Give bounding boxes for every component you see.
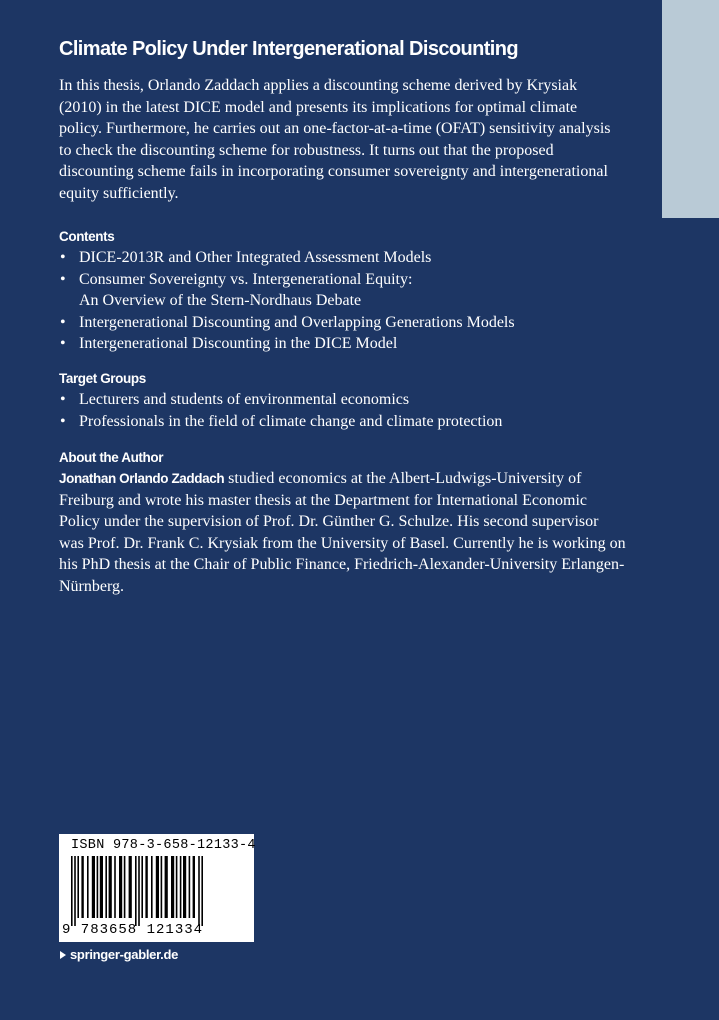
barcode-bar: [87, 856, 89, 918]
barcode-bar: [141, 856, 143, 918]
target-groups-list: [59, 389, 629, 432]
barcode-bar: [156, 856, 159, 918]
bullet-icon: •: [60, 335, 66, 353]
side-color-tab: [662, 0, 719, 218]
bullet-icon: •: [60, 391, 66, 408]
list-item: [59, 389, 629, 411]
author-bio: [59, 468, 627, 598]
barcode-bar: [145, 856, 147, 918]
author-name: Jonathan Orlando Zaddach: [59, 471, 225, 486]
barcode-bar: [171, 856, 174, 918]
barcode-bar: [74, 856, 76, 926]
barcode-bar: [71, 856, 73, 926]
barcode-bar: [161, 856, 163, 918]
barcode-bar: [193, 856, 195, 918]
barcode-bar: [119, 856, 122, 918]
author-bio-text: studied economics at the Albert-Ludwigs-University of Freiburg and wrote his master thesis at the Department for International Economic Policy under the supervision of Prof. Dr. Günther G. Schulze. His second supervisor was Prof. Dr. Frank C. Krysiak from the University of Basel. Currently he is working on his PhD thesis at the Chair of Public Finance, Friedrich-Alexander-University Erlangen-Nürnberg.: [59, 470, 626, 595]
barcode-bar: [151, 856, 153, 918]
list-item: [59, 269, 629, 312]
abstract-text: In this thesis, Orlando Zaddach applies a discounting scheme derived by Krysiak (2010) in the latest DICE model and presents its implications for optimal climate policy. Furthermore, he carries out an one-factor-at-a-time (OFAT) sensitivity analysis to check the discounting scheme for robustness. It turns out that the proposed discounting scheme fails in incorporating consumer sovereignty and intergenerational equity sufficiently.: [59, 77, 611, 202]
list-item: [59, 333, 629, 355]
publisher-url: springer-gabler.de: [70, 947, 179, 962]
barcode-bar: [97, 856, 99, 918]
barcode-bar: [201, 856, 203, 926]
barcode-bar: [109, 856, 112, 918]
contents-heading: Contents: [59, 229, 115, 244]
barcode-bar: [114, 856, 116, 918]
contents-item: DICE-2013R and Other Integrated Assessment Models: [79, 249, 432, 266]
target-group-item: Professionals in the field of climate change and climate protection: [79, 412, 503, 430]
barcode-bar: [81, 856, 83, 918]
barcode-bar: [189, 856, 191, 918]
isbn-label: ISBN 978-3-658-12133-4: [71, 838, 256, 853]
barcode-bar: [180, 856, 182, 918]
publisher-link[interactable]: [60, 946, 178, 964]
barcode-bar: [124, 856, 126, 918]
contents-item: Intergenerational Discounting in the DICE Model: [79, 335, 398, 353]
barcode-bar: [77, 856, 79, 918]
bullet-icon: •: [60, 313, 66, 331]
target-groups-heading: Target Groups: [59, 371, 146, 386]
list-item: [59, 411, 629, 433]
barcode-bar: [135, 856, 137, 926]
barcode-bar: [105, 856, 107, 918]
contents-item-continued: An Overview of the Stern-Nordhaus Debate: [79, 292, 362, 310]
contents-list: [59, 247, 629, 355]
barcode-icon: [69, 856, 245, 926]
barcode-bar: [138, 856, 140, 926]
barcode-bar: [165, 856, 168, 918]
isbn-barcode: [59, 834, 254, 942]
bullet-icon: •: [60, 412, 66, 430]
isbn-digits: 9 783658 121334: [62, 922, 204, 938]
list-item: [59, 312, 629, 334]
book-title: Climate Policy Under Intergenerational Discounting: [59, 38, 518, 60]
triangle-right-icon: [60, 951, 66, 959]
target-group-item: Lecturers and students of environmental economics: [79, 391, 410, 408]
barcode-bar: [176, 856, 178, 918]
barcode-bar: [92, 856, 95, 918]
contents-item: Consumer Sovereignty vs. Intergenerational Equity:: [79, 270, 413, 288]
barcode-bar: [100, 856, 103, 918]
barcode-bar: [129, 856, 132, 918]
barcode-bar: [198, 856, 200, 926]
about-author-heading: About the Author: [59, 450, 164, 465]
bullet-icon: •: [60, 249, 66, 266]
contents-item: Intergenerational Discounting and Overlapping Generations Models: [79, 313, 515, 331]
barcode-bar: [183, 856, 186, 918]
list-item: [59, 247, 629, 269]
bullet-icon: •: [60, 270, 66, 288]
